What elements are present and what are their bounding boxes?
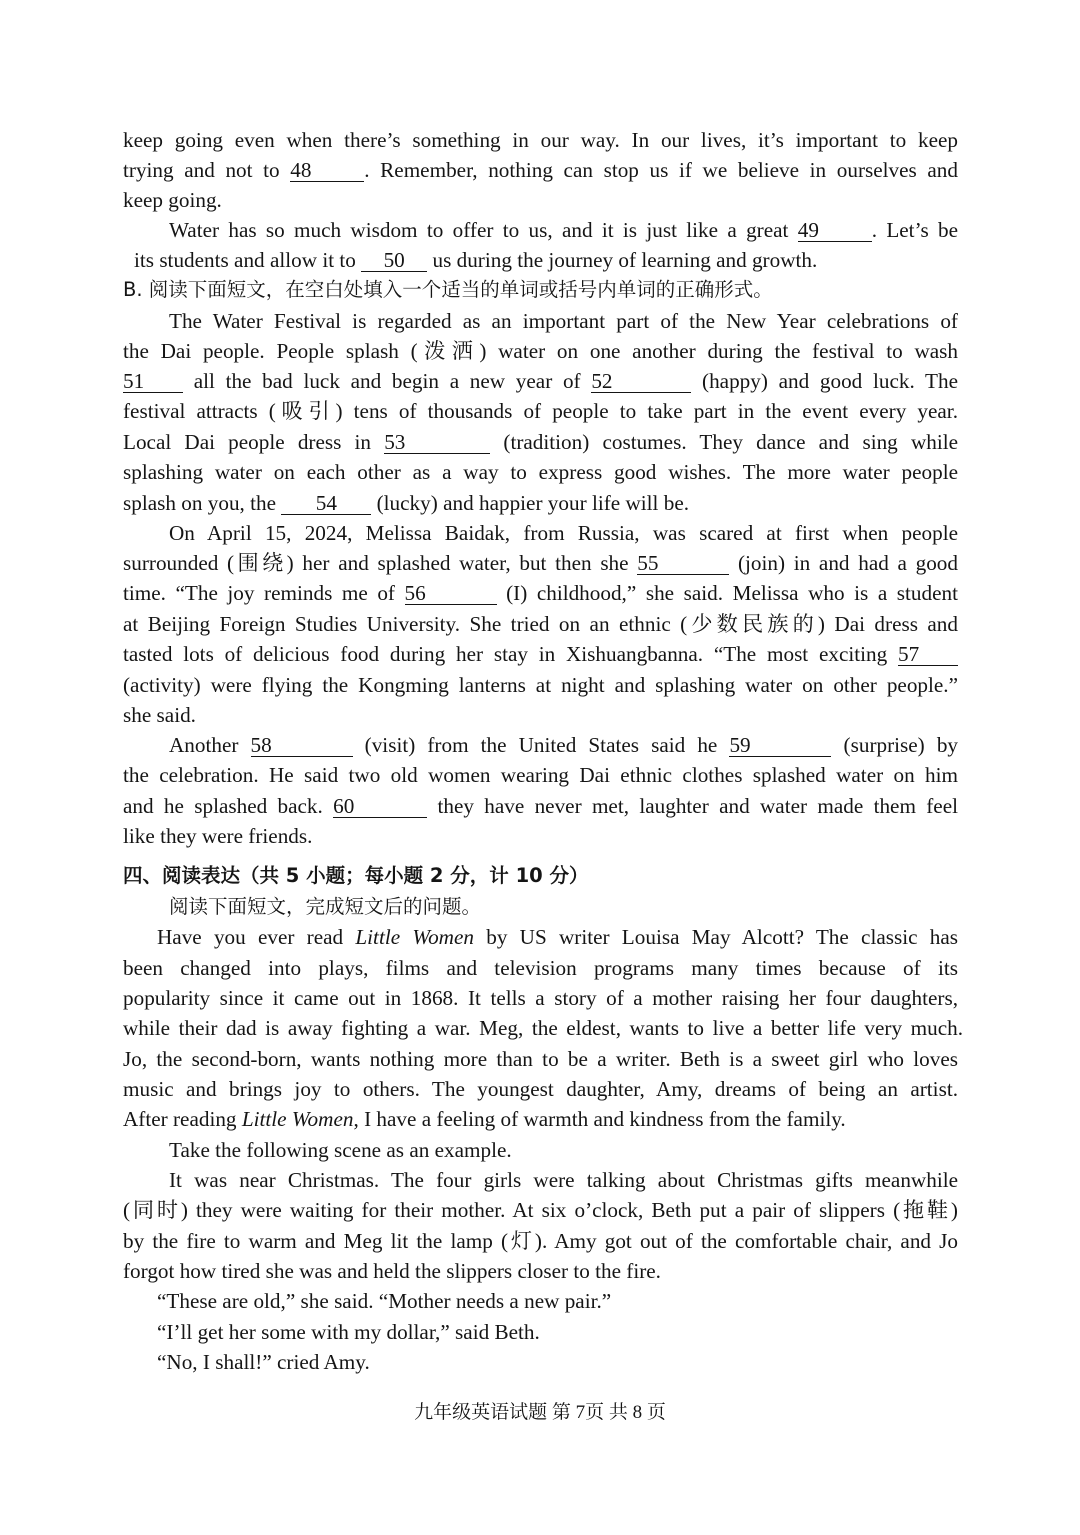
text-line: at Beijing Foreign Studies University. She tried on an ethnic (少数民族的) Dai dress and bbox=[123, 612, 958, 636]
book-title: Little Women bbox=[241, 1107, 354, 1131]
text-line: keep going even when there’s something in our way. In our lives, it’s important to keep bbox=[123, 128, 958, 152]
text-line: while their dad is away fighting a war. Meg, the eldest, wants to live a better life very much. bbox=[123, 1016, 963, 1040]
blank-57[interactable]: 57 bbox=[898, 644, 958, 666]
dialogue-line: “No, I shall!” cried Amy. bbox=[157, 1350, 370, 1374]
blank-55[interactable]: 55 bbox=[637, 553, 729, 575]
blank-54[interactable]: 54 bbox=[281, 493, 371, 515]
blank-52[interactable]: 52 bbox=[591, 371, 691, 393]
text-line: After reading Little Women, I have a feeling of warmth and kindness from the family. bbox=[123, 1107, 846, 1131]
blank-59[interactable]: 59 bbox=[729, 735, 831, 757]
text-line: (同时) they were waiting for their mother. At six o’clock, Beth put a pair of slippers (拖鞋) bbox=[123, 1198, 958, 1222]
text-line: The Water Festival is regarded as an important part of the New Year celebrations of bbox=[169, 309, 958, 333]
section-4-heading: 四、阅读表达（共 5 小题；每小题 2 分，计 10 分） bbox=[123, 864, 589, 887]
text-line: splashing water on each other as a way to express good wishes. The more water people bbox=[123, 460, 958, 484]
text-line: like they were friends. bbox=[123, 824, 313, 848]
section-4-instruction: 阅读下面短文，完成短文后的问题。 bbox=[169, 895, 482, 918]
text-line: Take the following scene as an example. bbox=[169, 1138, 512, 1162]
text-line: Local Dai people dress in 53 (tradition) costumes. They dance and sing while bbox=[123, 430, 959, 454]
text-line: tasted lots of delicious food during her stay in Xishuangbanna. “The most exciting 57 bbox=[123, 639, 958, 669]
text-line: trying and not to 48 . Remember, nothing can stop us if we believe in ourselves and bbox=[123, 158, 958, 182]
text-line: and he splashed back. 60 they have never met, laughter and water made them feel bbox=[123, 794, 959, 818]
blank-50[interactable]: 50 bbox=[361, 250, 427, 272]
text-line: (activity) were flying the Kongming lanterns at night and splashing water on other people.” bbox=[123, 673, 958, 697]
book-title: Little Women bbox=[355, 925, 474, 949]
blank-49[interactable]: 49 bbox=[798, 220, 872, 242]
text-line: its students and allow it to 50 us during the journey of learning and growth. bbox=[134, 248, 818, 272]
text-line: splash on you, the 54 (lucky) and happier your life will be. bbox=[123, 491, 690, 515]
text-line: Have you ever read Little Women by US writer Louisa May Alcott? The classic has bbox=[157, 925, 958, 949]
text-line: been changed into plays, films and television programs many times because of its bbox=[123, 956, 958, 980]
blank-58[interactable]: 58 bbox=[251, 735, 353, 757]
text-line: Another 58 (visit) from the United States said he 59 (surprise) by bbox=[169, 733, 959, 757]
section-b-instruction: B. 阅读下面短文，在空白处填入一个适当的单词或括号内单词的正确形式。 bbox=[123, 278, 773, 301]
blank-53[interactable]: 53 bbox=[384, 432, 490, 454]
blank-56[interactable]: 56 bbox=[405, 583, 497, 605]
text-line: the celebration. He said two old women wearing Dai ethnic clothes splashed water on him bbox=[123, 763, 958, 787]
text-line: 51 all the bad luck and begin a new year of 52 (happy) and good luck. The bbox=[123, 369, 959, 393]
blank-60[interactable]: 60 bbox=[333, 796, 427, 818]
text-line: keep going. bbox=[123, 188, 222, 212]
text-line: time. “The joy reminds me of 56 (I) childhood,” she said. Melissa who is a student bbox=[123, 581, 958, 605]
text-line: the Dai people. People splash (泼洒) water on one another during the festival to wash bbox=[123, 339, 958, 363]
blank-48[interactable]: 48 bbox=[290, 160, 364, 182]
text-line: music and brings joy to others. The youngest daughter, Amy, dreams of being an artist. bbox=[123, 1077, 958, 1101]
text-line: Jo, the second-born, wants nothing more than to be a writer. Beth is a sweet girl who loves bbox=[123, 1047, 958, 1071]
text-line: by the fire to warm and Meg lit the lamp (灯). Amy got out of the comfortable chair, and Jo bbox=[123, 1229, 958, 1253]
text-line: It was near Christmas. The four girls were talking about Christmas gifts meanwhile bbox=[169, 1168, 958, 1192]
blank-51[interactable]: 51 bbox=[123, 371, 183, 393]
text-line: surrounded (围绕) her and splashed water, but then she 55 (join) in and had a good bbox=[123, 551, 958, 575]
dialogue-line: “These are old,” she said. “Mother needs a new pair.” bbox=[157, 1289, 612, 1313]
text-line: forgot how tired she was and held the slippers closer to the fire. bbox=[123, 1259, 661, 1283]
text-line: festival attracts (吸引) tens of thousands of people to take part in the event every year. bbox=[123, 399, 958, 423]
dialogue-line: “I’ll get her some with my dollar,” said Beth. bbox=[157, 1320, 540, 1344]
page-footer: 九年级英语试题 第 7页 共 8 页 bbox=[414, 1402, 666, 1423]
text-line: she said. bbox=[123, 703, 196, 727]
text-line: Water has so much wisdom to offer to us, and it is just like a great 49 . Let’s be bbox=[169, 218, 959, 242]
text-line: popularity since it came out in 1868. It tells a story of a mother raising her four daughters, bbox=[123, 986, 958, 1010]
text-line: On April 15, 2024, Melissa Baidak, from Russia, was scared at first when people bbox=[169, 521, 958, 545]
